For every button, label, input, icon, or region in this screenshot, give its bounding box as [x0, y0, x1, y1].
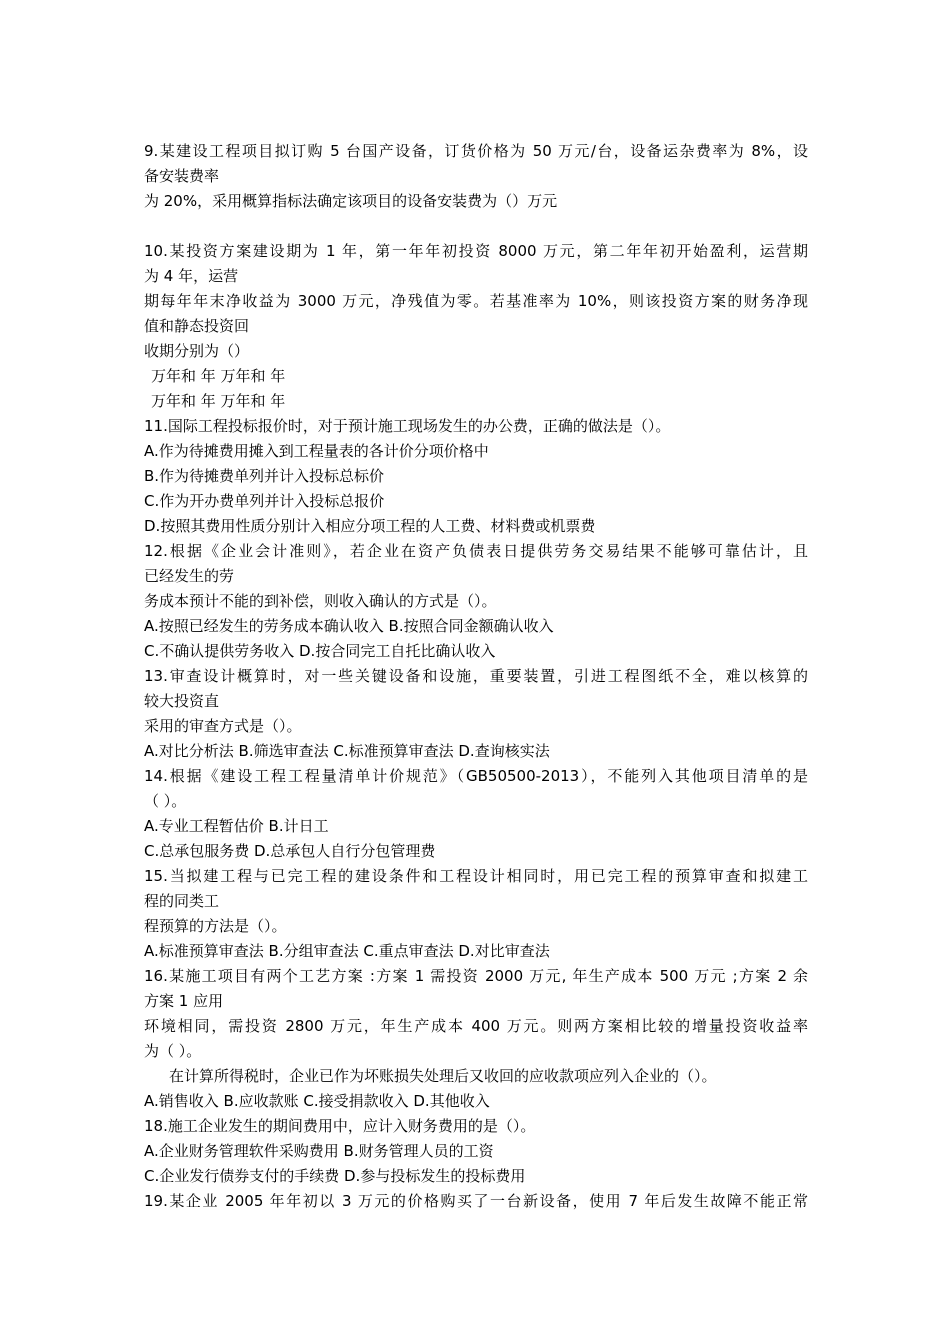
question-10-line-3: 期每年年末净收益为 3000 万元，净残值为零。若基准率为 10%，则该投资方案的财务净现: [144, 292, 808, 310]
question-15-options: A.标准预算审查法 B.分组审查法 C.重点审查法 D.对比审查法: [144, 942, 550, 960]
question-13-line-2: 较大投资直: [144, 692, 220, 710]
question-13-line-3: 采用的审查方式是（）。: [144, 717, 302, 735]
question-19-line-1: 19.某企业 2005 年年初以 3 万元的价格购买了一台新设备，使用 7 年后发生故障不能正常: [144, 1192, 808, 1210]
question-16-line-1: 16.某施工项目有两个工艺方案 :方案 1 需投资 2000 万元, 年生产成本 500 万元 ;方案 2 余: [144, 967, 808, 985]
question-12-line-3: 务成本预计不能的到补偿，则收入确认的方式是（）。: [144, 592, 497, 610]
question-9-line-3: 为 20%，采用概算指标法确定该项目的设备安装费为（）万元: [144, 192, 558, 210]
question-10-line-4: 值和静态投资回: [144, 317, 250, 335]
question-15-line-1: 15.当拟建工程与已完工程的建设条件和工程设计相同时，用已完工程的预算审查和拟建工: [144, 867, 808, 885]
question-10-options-1: 万年和 年 万年和 年: [151, 367, 286, 385]
document-body: [144, 139, 808, 1214]
question-9-line-1: 9.某建设工程项目拟订购 5 台国产设备，订货价格为 50 万元/台，设备运杂费率为 8%，设: [144, 142, 808, 160]
question-13-options: A.对比分析法 B.筛选审查法 C.标准预算审查法 D.查询核实法: [144, 742, 550, 760]
question-11-option-d: D.按照其费用性质分别计入相应分项工程的人工费、材料费或机票费: [144, 517, 596, 535]
question-18-options-ab: A.企业财务管理软件采购费用 B.财务管理人员的工资: [144, 1142, 494, 1160]
question-15-line-2: 程的同类工: [144, 892, 220, 910]
question-12-line-2: 已经发生的劳: [144, 567, 235, 585]
question-11-stem: 11.国际工程投标报价时，对于预计施工现场发生的办公费，正确的做法是（）。: [144, 417, 671, 435]
question-16-line-4: 为（ ）。: [144, 1042, 202, 1060]
question-10-options-2: 万年和 年 万年和 年: [151, 392, 286, 410]
blank-line: [144, 214, 808, 239]
question-15-line-3: 程预算的方法是（）。: [144, 917, 287, 935]
question-16-line-3: 环境相同，需投资 2800 万元，年生产成本 400 万元。则两方案相比较的增量投资收益率: [144, 1017, 808, 1035]
question-16-line-2: 方案 1 应用: [144, 992, 224, 1010]
question-18-options-cd: C.企业发行债券支付的手续费 D.参与投标发生的投标费用: [144, 1167, 526, 1185]
question-12-options-cd: C.不确认提供劳务收入 D.按合同完工自托比确认收入: [144, 642, 496, 660]
question-14-options-ab: A.专业工程暂估价 B.计日工: [144, 817, 329, 835]
question-17-stem: 在计算所得税时，企业已作为坏账损失处理后又收回的应收款项应列入企业的（）。: [169, 1067, 717, 1085]
question-10-line-5: 收期分别为（）: [144, 342, 250, 360]
question-11-option-b: B.作为待摊费单列并计入投标总标价: [144, 467, 385, 485]
question-13-line-1: 13.审查设计概算时，对一些关键设备和设施，重要装置，引进工程图纸不全，难以核算的: [144, 667, 808, 685]
question-10-line-2: 为 4 年，运营: [144, 267, 239, 285]
question-14-options-cd: C.总承包服务费 D.总承包人自行分包管理费: [144, 842, 436, 860]
question-14-line-1: 14.根据《建设工程工程量清单计价规范》（GB50500-2013），不能列入其他项目清单的是: [144, 767, 808, 785]
question-12-options-ab: A.按照已经发生的劳务成本确认收入 B.按照合同金额确认收入: [144, 617, 554, 635]
question-11-option-a: A.作为待摊费用摊入到工程量表的各计价分项价格中: [144, 442, 489, 460]
question-10-line-1: 10.某投资方案建设期为 1 年，第一年年初投资 8000 万元，第二年年初开始盈利，运营期: [144, 242, 808, 260]
question-9-line-2: 备安装费率: [144, 167, 220, 185]
question-12-line-1: 12.根据《企业会计准则》，若企业在资产负债表日提供劳务交易结果不能够可靠估计，且: [144, 542, 808, 560]
question-17-options: A.销售收入 B.应收款账 C.接受捐款收入 D.其他收入: [144, 1092, 490, 1110]
question-11-option-c: C.作为开办费单列并计入投标总报价: [144, 492, 385, 510]
question-14-line-2: （ ）。: [144, 792, 187, 810]
question-18-stem: 18.施工企业发生的期间费用中，应计入财务费用的是（）。: [144, 1117, 536, 1135]
